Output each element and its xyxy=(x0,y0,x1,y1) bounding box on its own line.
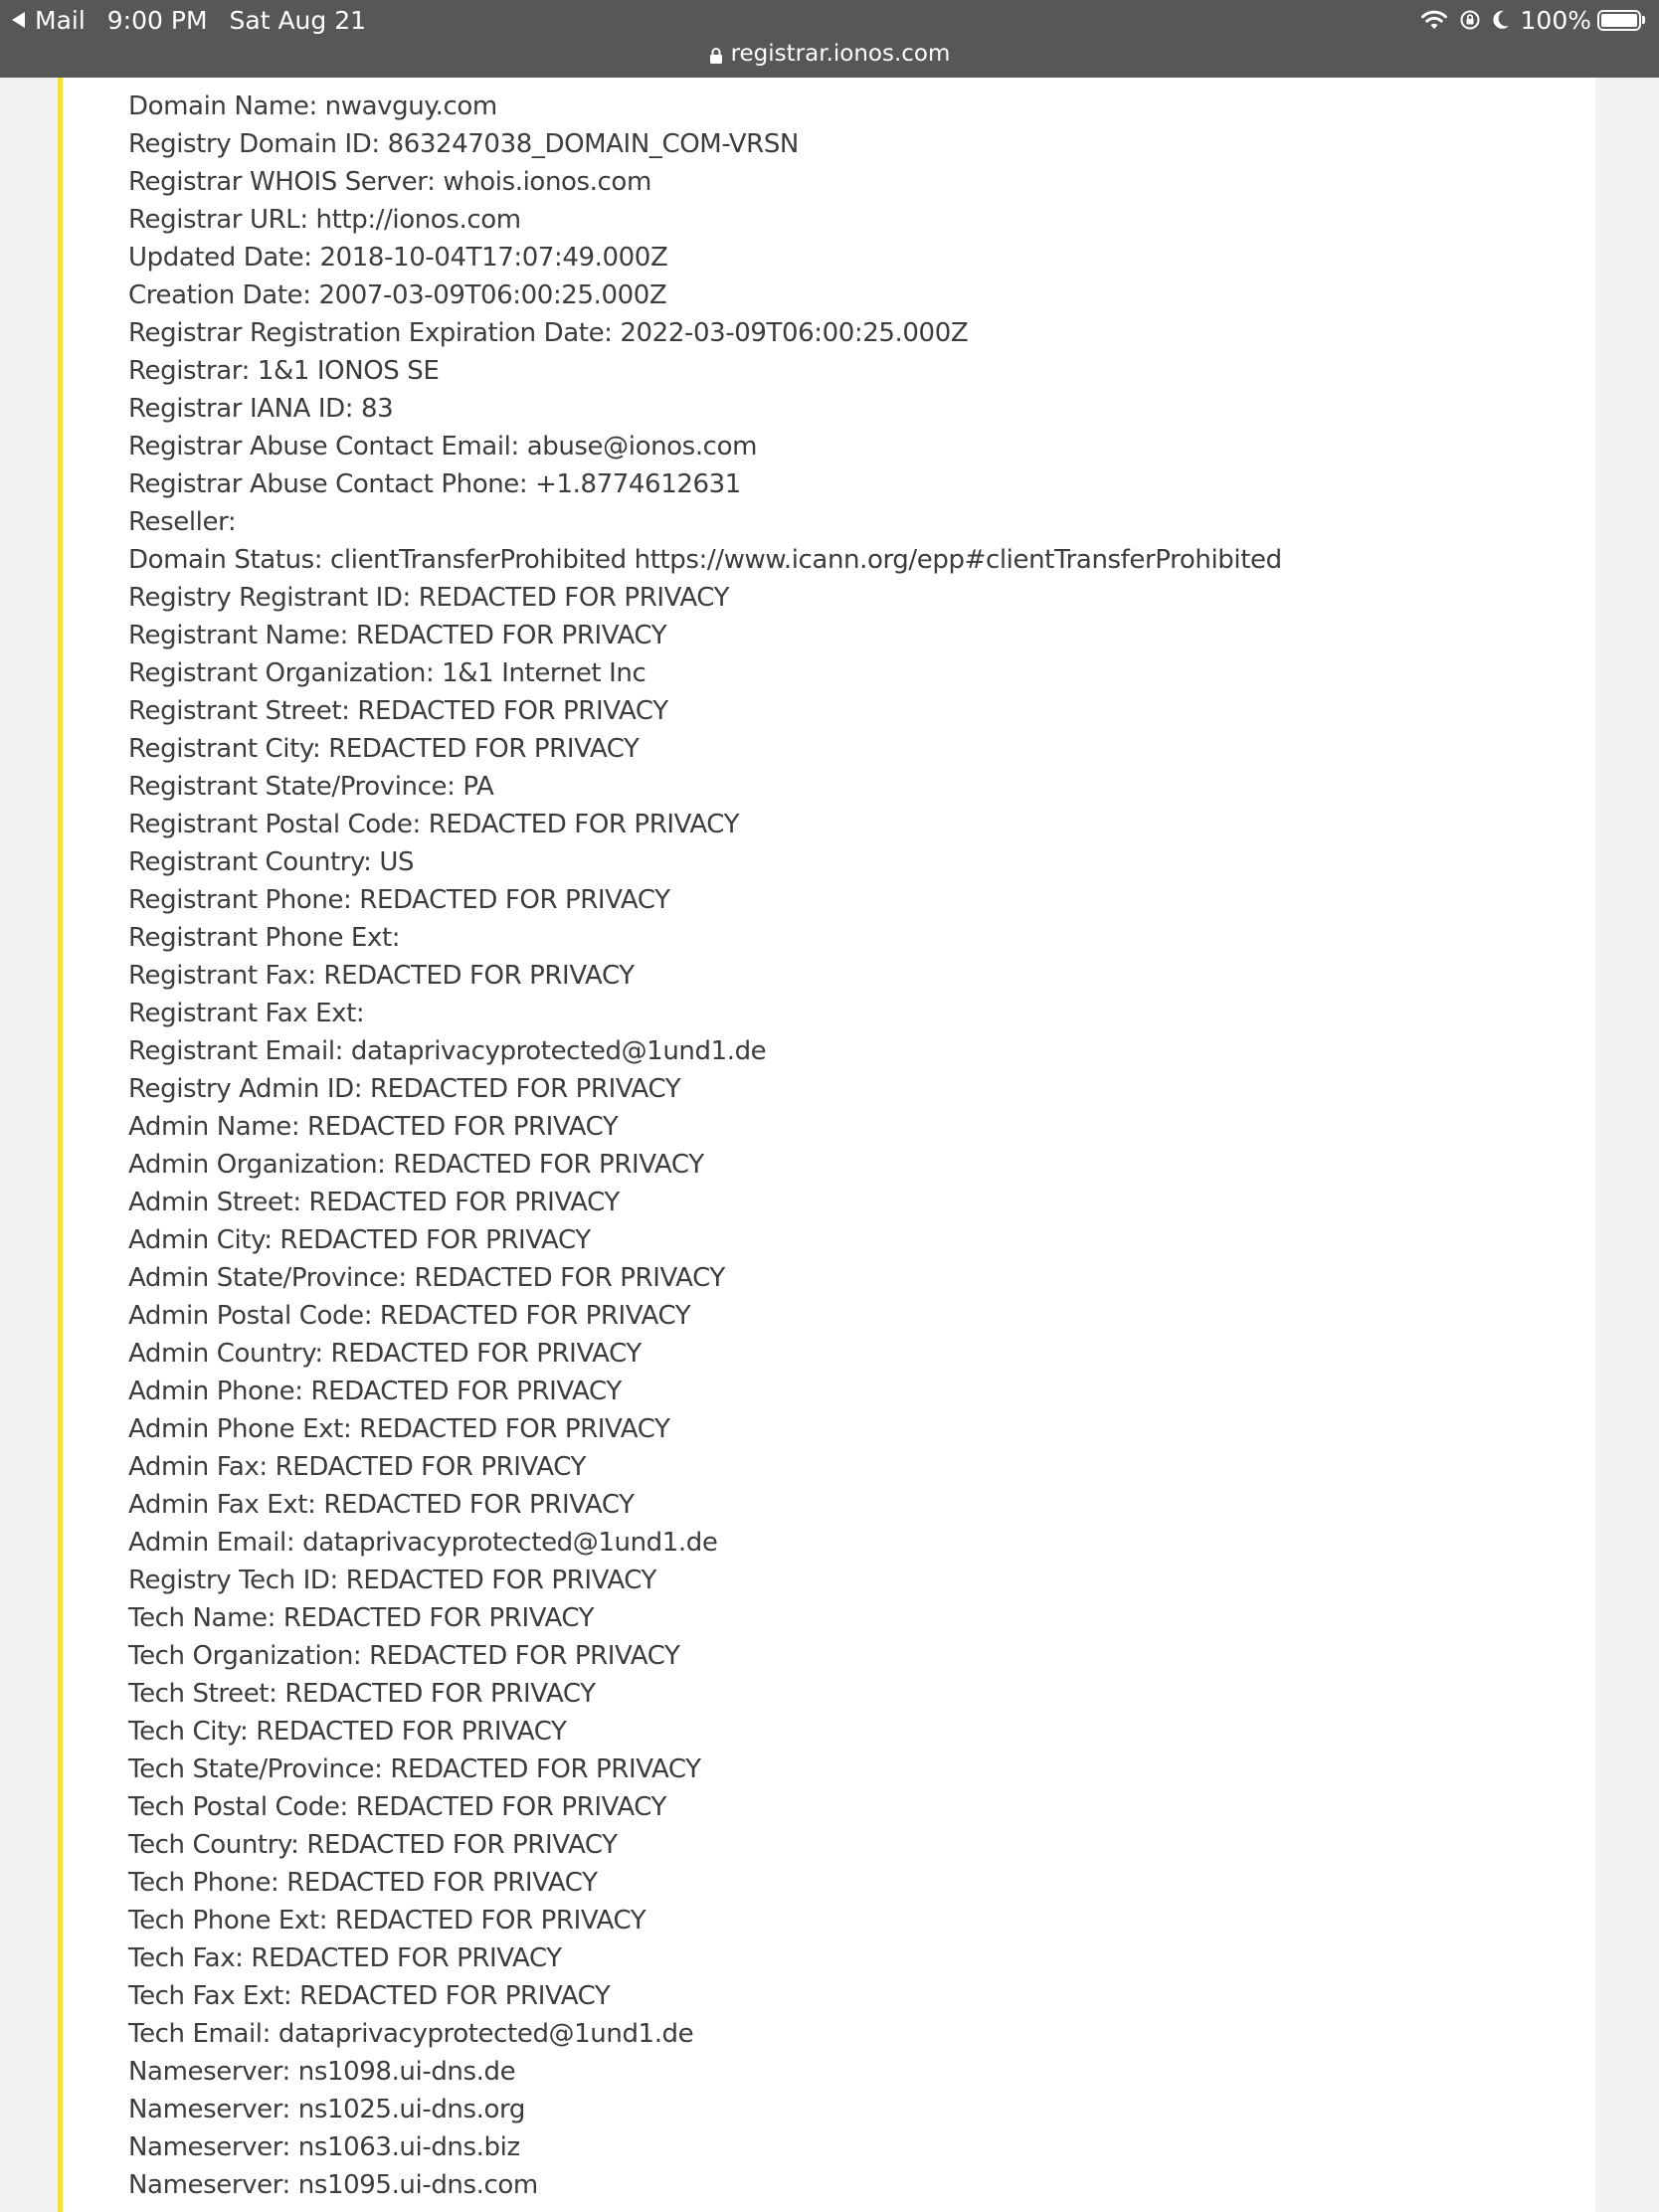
whois-line: Registrant Email: dataprivacyprotected@1und1.de xyxy=(128,1036,767,1066)
whois-record-list xyxy=(128,88,1282,2204)
whois-line: Tech Phone Ext: REDACTED FOR PRIVACY xyxy=(128,1906,646,1936)
whois-line: Registry Domain ID: 863247038_DOMAIN_COM-VRSN xyxy=(128,129,799,159)
whois-line: Domain Status: clientTransferProhibited https://www.icann.org/epp#clientTransferProhibited xyxy=(128,545,1282,575)
whois-line: Registrant Organization: 1&1 Internet Inc xyxy=(128,658,646,688)
whois-line: Registrar Abuse Contact Email: abuse@ionos.com xyxy=(128,432,758,461)
status-date: Sat Aug 21 xyxy=(229,5,367,35)
whois-line: Registrar Registration Expiration Date: 2022-03-09T06:00:25.000Z xyxy=(128,318,969,348)
whois-line: Admin City: REDACTED FOR PRIVACY xyxy=(128,1225,591,1255)
whois-line: Registrar WHOIS Server: whois.ionos.com xyxy=(128,167,651,197)
whois-line: Registrant Fax Ext: xyxy=(128,999,365,1028)
whois-line: Admin Organization: REDACTED FOR PRIVACY xyxy=(128,1150,704,1180)
whois-line: Admin Postal Code: REDACTED FOR PRIVACY xyxy=(128,1301,691,1331)
status-time: 9:00 PM xyxy=(106,5,208,35)
whois-line: Tech Organization: REDACTED FOR PRIVACY xyxy=(128,1641,680,1671)
whois-line: Tech Name: REDACTED FOR PRIVACY xyxy=(128,1603,595,1633)
whois-line: Registry Registrant ID: REDACTED FOR PRIVACY xyxy=(128,583,730,613)
whois-line: Tech Country: REDACTED FOR PRIVACY xyxy=(128,1830,618,1860)
whois-line: Registrant Phone: REDACTED FOR PRIVACY xyxy=(128,885,670,915)
back-arrow-icon xyxy=(12,12,25,28)
whois-line: Registry Admin ID: REDACTED FOR PRIVACY xyxy=(128,1074,681,1104)
whois-line: Admin Email: dataprivacyprotected@1und1.de xyxy=(128,1528,718,1558)
whois-line: Admin Country: REDACTED FOR PRIVACY xyxy=(128,1339,642,1369)
whois-line: Admin Phone Ext: REDACTED FOR PRIVACY xyxy=(128,1414,670,1444)
whois-line: Nameserver: ns1095.ui-dns.com xyxy=(128,2170,538,2200)
whois-line: Registrar: 1&1 IONOS SE xyxy=(128,356,440,386)
whois-line: Tech Phone: REDACTED FOR PRIVACY xyxy=(128,1868,598,1898)
whois-line: Admin Street: REDACTED FOR PRIVACY xyxy=(128,1188,620,1217)
whois-line: Reseller: xyxy=(128,507,237,537)
back-app-label: Mail xyxy=(35,5,86,35)
whois-line: Registrant Country: US xyxy=(128,847,415,877)
whois-line: Creation Date: 2007-03-09T06:00:25.000Z xyxy=(128,280,667,310)
whois-line: Admin Fax Ext: REDACTED FOR PRIVACY xyxy=(128,1490,635,1520)
whois-line: Admin Name: REDACTED FOR PRIVACY xyxy=(128,1112,619,1142)
whois-line: Registrant City: REDACTED FOR PRIVACY xyxy=(128,734,640,764)
status-right xyxy=(1419,4,1645,36)
whois-line: Tech Street: REDACTED FOR PRIVACY xyxy=(128,1679,596,1709)
do-not-disturb-moon-icon xyxy=(1491,9,1511,31)
whois-line: Tech Fax: REDACTED FOR PRIVACY xyxy=(128,1943,562,1973)
whois-content-card xyxy=(58,78,1595,2212)
whois-line: Tech Postal Code: REDACTED FOR PRIVACY xyxy=(128,1792,667,1822)
battery-percent: 100% xyxy=(1520,5,1591,35)
wifi-icon xyxy=(1419,8,1449,32)
whois-line: Updated Date: 2018-10-04T17:07:49.000Z xyxy=(128,243,668,273)
whois-line: Nameserver: ns1025.ui-dns.org xyxy=(128,2095,525,2124)
whois-line: Registry Tech ID: REDACTED FOR PRIVACY xyxy=(128,1566,657,1595)
orientation-lock-icon xyxy=(1459,9,1481,31)
whois-line: Registrant Phone Ext: xyxy=(128,923,401,953)
whois-line: Nameserver: ns1098.ui-dns.de xyxy=(128,2057,516,2087)
whois-line: Admin State/Province: REDACTED FOR PRIVACY xyxy=(128,1263,725,1293)
whois-line: Admin Fax: REDACTED FOR PRIVACY xyxy=(128,1452,586,1482)
battery-icon xyxy=(1597,10,1641,31)
whois-line: Registrant State/Province: PA xyxy=(128,772,494,802)
whois-line: Registrant Postal Code: REDACTED FOR PRIVACY xyxy=(128,810,740,839)
battery-nub xyxy=(1642,16,1645,24)
whois-line: Registrant Fax: REDACTED FOR PRIVACY xyxy=(128,961,635,991)
whois-line: Tech State/Province: REDACTED FOR PRIVACY xyxy=(128,1754,701,1784)
url-domain: registrar.ionos.com xyxy=(730,41,951,67)
whois-line: Registrar IANA ID: 83 xyxy=(128,394,394,424)
status-bar xyxy=(0,0,1659,78)
whois-line: Domain Name: nwavguy.com xyxy=(128,92,497,121)
whois-line: Tech Fax Ext: REDACTED FOR PRIVACY xyxy=(128,1981,611,2011)
battery-fill xyxy=(1601,14,1637,27)
whois-line: Registrant Street: REDACTED FOR PRIVACY xyxy=(128,696,668,726)
status-left xyxy=(12,4,366,36)
whois-line: Tech City: REDACTED FOR PRIVACY xyxy=(128,1717,567,1747)
back-to-app-button[interactable] xyxy=(12,6,86,35)
address-bar[interactable] xyxy=(0,38,1659,70)
whois-line: Admin Phone: REDACTED FOR PRIVACY xyxy=(128,1377,622,1406)
whois-line: Registrar URL: http://ionos.com xyxy=(128,205,521,235)
lock-icon xyxy=(709,45,723,63)
whois-line: Nameserver: ns1063.ui-dns.biz xyxy=(128,2132,520,2162)
whois-line: Registrant Name: REDACTED FOR PRIVACY xyxy=(128,621,667,650)
whois-line: Registrar Abuse Contact Phone: +1.8774612631 xyxy=(128,469,741,499)
whois-line: Tech Email: dataprivacyprotected@1und1.de xyxy=(128,2019,694,2049)
